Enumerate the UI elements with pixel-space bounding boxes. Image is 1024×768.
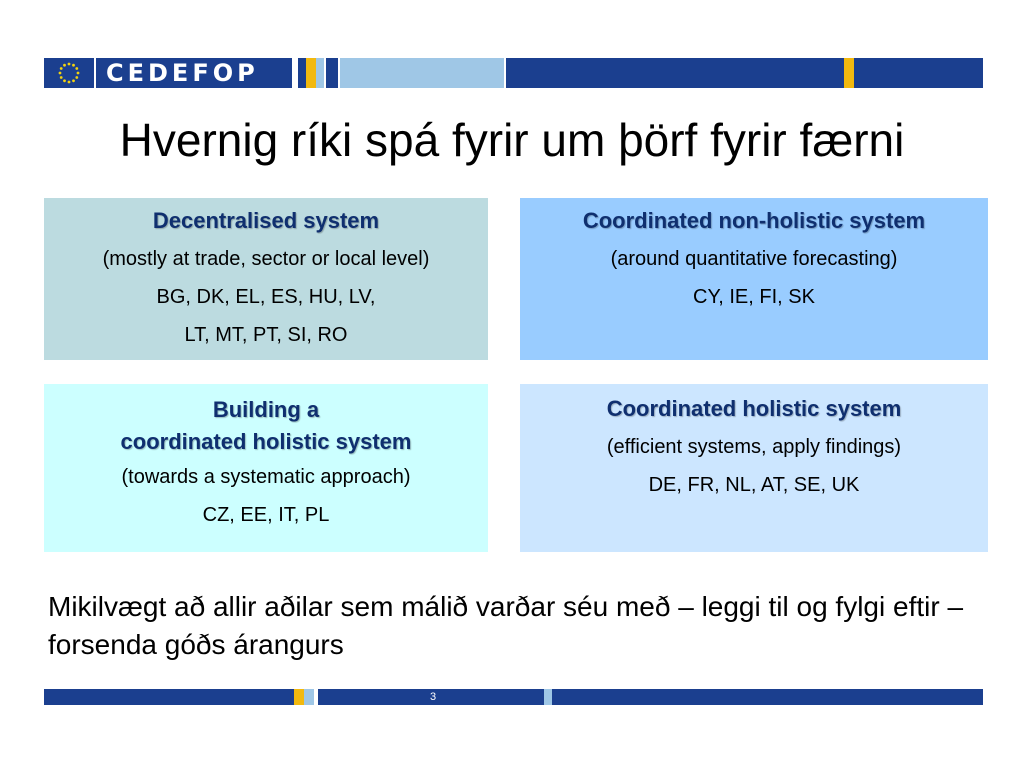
- box-subtitle: (efficient systems, apply findings): [606, 436, 902, 458]
- box-subtitle: (towards a systematic approach): [121, 466, 411, 488]
- eu-stars-icon: [44, 58, 94, 88]
- box-countries: CY, IE, FI, SK: [693, 286, 815, 308]
- header-band-segment: [340, 58, 504, 88]
- header-band-segment: [506, 58, 844, 88]
- box-heading: Coordinated non-holistic system: [582, 208, 926, 233]
- box-heading: Coordinated holistic system: [606, 396, 902, 421]
- eu-flag-logo: [44, 58, 94, 88]
- header-band-segment: [316, 58, 324, 88]
- box-coordinated-non-holistic: [520, 198, 988, 360]
- box-decentralised: [44, 198, 488, 360]
- header-band-segment: [844, 58, 854, 88]
- header-band-segment: [306, 58, 316, 88]
- box-heading: Building a: [212, 397, 320, 422]
- box-countries: DE, FR, NL, AT, SE, UK: [648, 474, 860, 496]
- summary-note: Mikilvægt að allir aðilar sem málið varðar séu með – leggi til og fylgi eftir – forsenda góðs árangurs: [48, 591, 964, 660]
- box-subtitle: (mostly at trade, sector or local level): [102, 248, 430, 270]
- slide-title: Hvernig ríki spá fyrir um þörf fyrir færni: [119, 114, 905, 166]
- box-subtitle: (around quantitative forecasting): [610, 248, 898, 270]
- box-countries: CZ, EE, IT, PL: [202, 504, 330, 526]
- page-number: 3: [429, 691, 437, 703]
- box-heading: coordinated holistic system: [120, 429, 412, 454]
- box-countries: BG, DK, EL, ES, HU, LV,: [156, 286, 376, 308]
- footer-band-segment: [294, 689, 304, 705]
- footer-band-segment: [552, 689, 983, 705]
- logo-text: CEDEFOP: [106, 59, 259, 87]
- box-building-holistic: [44, 384, 488, 552]
- footer-band-segment: [304, 689, 314, 705]
- box-heading: Decentralised system: [152, 208, 380, 233]
- box-coordinated-holistic: [520, 384, 988, 552]
- box-countries: LT, MT, PT, SI, RO: [184, 324, 348, 346]
- footer-band-segment: [44, 689, 294, 705]
- cedefop-logo: [96, 58, 292, 88]
- header-band-segment: [326, 58, 338, 88]
- header-band-segment: [854, 58, 983, 88]
